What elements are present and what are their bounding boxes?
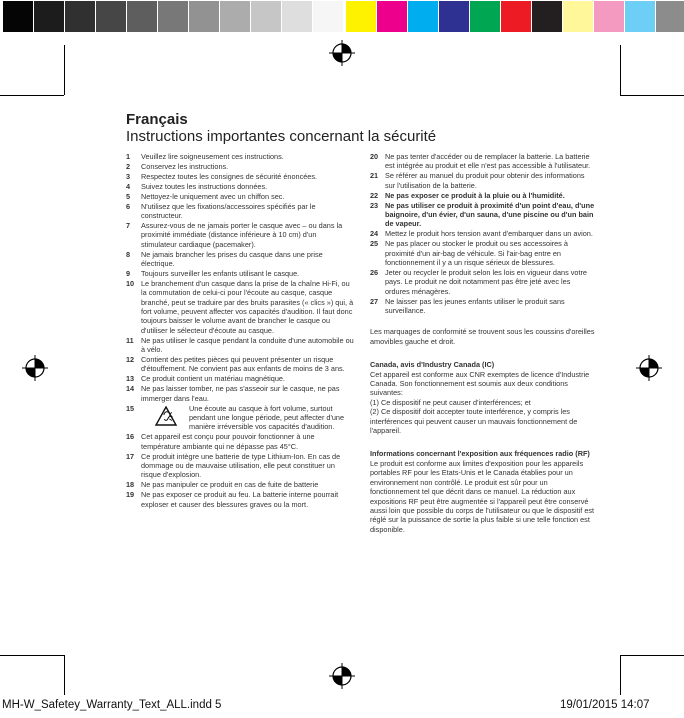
list-item bbox=[370, 191, 596, 200]
color-swatch bbox=[251, 1, 282, 32]
item-number: 12 bbox=[126, 355, 135, 365]
item-text: Assurez-vous de ne jamais porter le casque avec – ou dans la proximité immédiate (distance inférieure à 10 cm) d'un stimulateur cardiaque (pacemaker). bbox=[141, 220, 343, 249]
color-swatch bbox=[158, 1, 189, 32]
item-text: Mettez le produit hors tension avant d'embarquer dans un avion. bbox=[385, 229, 593, 239]
item-text: Se référer au manuel du produit pour obtenir des informations sur l'utilisation de la batterie. bbox=[385, 171, 585, 190]
item-number: 22 bbox=[370, 190, 379, 200]
color-swatch bbox=[127, 1, 158, 32]
list-item bbox=[126, 182, 354, 191]
crop-mark bbox=[620, 655, 621, 695]
item-number: 20 bbox=[370, 152, 379, 161]
item-text: Le branchement d'un casque dans la prise de la chaîne Hi-Fi, ou la commutation de celui-ci pour l'écoute au casque, casque branché, peut se traduire par des bruits parasites (« clics ») qui, à fort volume, peuvent affecter vos capacités d'audition. Il faut donc toujours baisser le volume avant de brancher le casque ou d'utiliser le sélecteur d'écoute au casque. bbox=[141, 278, 354, 335]
item-text: Ne jamais brancher les prises du casque dans une prise électrique. bbox=[141, 249, 323, 268]
registration-mark-icon bbox=[22, 355, 48, 381]
list-item bbox=[126, 192, 354, 201]
item-number: 2 bbox=[126, 161, 131, 171]
list-item bbox=[370, 171, 596, 190]
list-item bbox=[126, 279, 354, 335]
safety-list bbox=[126, 432, 354, 509]
list-item bbox=[126, 336, 354, 355]
item-text: Ne laisser pas les jeunes enfants utiliser le produit sans surveillance. bbox=[385, 296, 565, 315]
color-swatch bbox=[377, 1, 408, 32]
list-item bbox=[126, 490, 354, 509]
item-text: Ne pas exposer ce produit à la pluie ou à l'humidité. bbox=[385, 190, 565, 200]
color-swatch bbox=[594, 1, 625, 32]
color-swatch bbox=[282, 1, 313, 32]
item-number: 26 bbox=[370, 267, 379, 277]
color-swatch bbox=[408, 1, 439, 32]
canada-paragraph: (2) Ce dispositif doit accepter toute interférence, y compris les interférences qui peuvent causer un mauvais fonctionnement de l'appareil. bbox=[370, 407, 578, 436]
item-number: 21 bbox=[370, 171, 379, 181]
crop-mark bbox=[0, 95, 64, 96]
item-number: 15 bbox=[126, 403, 135, 413]
item-text: Ce produit contient un matériau magnétique. bbox=[141, 374, 285, 384]
item-number: 3 bbox=[126, 171, 131, 181]
item-number: 16 bbox=[126, 432, 135, 442]
item-number: 14 bbox=[126, 384, 135, 394]
color-swatch bbox=[625, 1, 656, 32]
crop-mark bbox=[64, 655, 65, 695]
grayscale-color-bar bbox=[3, 1, 344, 32]
list-item bbox=[126, 172, 354, 181]
item-number: 23 bbox=[370, 200, 379, 210]
slug-date: 19/01/2015 14:07 bbox=[560, 699, 650, 711]
process-color-bar bbox=[346, 1, 684, 32]
color-swatch bbox=[313, 1, 344, 32]
item-text: Veuillez lire soigneusement ces instructions. bbox=[141, 152, 284, 161]
item-number: 4 bbox=[126, 181, 131, 191]
item-text: N'utilisez que les fixations/accessoires spécifiés par le constructeur. bbox=[141, 201, 316, 220]
item-number: 24 bbox=[370, 229, 379, 239]
item-text: Cet appareil est conçu pour pouvoir fonctionner à une température ambiante qui ne dépasse pas 45°C. bbox=[141, 432, 315, 451]
list-item bbox=[370, 201, 596, 229]
canada-paragraph: Cet appareil est conforme aux CNR exemptes de licence d'Industrie Canada. Son fonctionnement est soumis aux deux conditions suivantes: bbox=[370, 369, 590, 398]
hearing-warning-icon bbox=[155, 406, 177, 426]
color-swatch bbox=[439, 1, 470, 32]
color-swatch bbox=[34, 1, 65, 32]
color-swatch bbox=[656, 1, 684, 32]
item-text: Contient des petites pièces qui peuvent présenter un risque d'étouffement. Ne convient pas aux enfants de moins de 3 ans. bbox=[141, 355, 345, 374]
item-number: 8 bbox=[126, 249, 131, 259]
canada-paragraph: (1) Ce dispositif ne peut causer d'interférences; et bbox=[370, 397, 531, 407]
color-swatch bbox=[189, 1, 220, 32]
right-column bbox=[370, 152, 596, 534]
list-item bbox=[126, 221, 354, 249]
item-number: 6 bbox=[126, 201, 131, 211]
color-swatch bbox=[563, 1, 594, 32]
crop-mark bbox=[64, 45, 65, 95]
item-number: 11 bbox=[126, 335, 134, 345]
list-item bbox=[126, 374, 354, 383]
list-item bbox=[126, 452, 354, 480]
item-number: 7 bbox=[126, 220, 131, 230]
language-heading: Français bbox=[126, 111, 188, 128]
list-item bbox=[126, 432, 354, 451]
color-swatch bbox=[220, 1, 251, 32]
color-swatch bbox=[96, 1, 127, 32]
item-text: Ne pas laisser tomber, ne pas s'asseoir sur le casque, ne pas immerger dans l'eau. bbox=[141, 384, 340, 403]
item-text: Respectez toutes les consignes de sécurité énoncées. bbox=[141, 171, 318, 181]
registration-mark-icon bbox=[636, 355, 662, 381]
list-item bbox=[126, 480, 354, 489]
item-text: Jeter ou recycler le produit selon les lois en vigueur dans votre pays. Le produit ne doit notamment pas être jeté avec les ordures ménagères. bbox=[385, 267, 587, 296]
item-text: Ce produit intègre une batterie de type Lithium-Ion. En cas de dommage ou de mauvaise utilisation, elle peut constituer un risque d'explosion. bbox=[141, 451, 341, 480]
crop-mark bbox=[0, 655, 64, 656]
color-swatch bbox=[346, 1, 377, 32]
item-number: 18 bbox=[126, 480, 135, 490]
canada-heading: Canada, avis d'Industry Canada (IC) bbox=[370, 360, 495, 370]
color-swatch bbox=[65, 1, 96, 32]
item-text: Ne pas utiliser ce produit à proximité d'un point d'eau, d'une baignoire, d'un évier, d'un sauna, d'une piscine ou d'un bain de vapeur. bbox=[385, 200, 595, 229]
item-number: 10 bbox=[126, 278, 135, 288]
item-number: 5 bbox=[126, 191, 131, 201]
item-number: 9 bbox=[126, 268, 131, 278]
conformity-note: Les marquages de conformité se trouvent sous les coussins d'oreilles amovibles gauche et droit. bbox=[370, 327, 595, 346]
list-item bbox=[126, 250, 354, 269]
color-swatch bbox=[3, 1, 34, 32]
page-title: Instructions importantes concernant la sécurité bbox=[126, 128, 437, 145]
item-number: 27 bbox=[370, 296, 379, 306]
item-text: Suivez toutes les instructions données. bbox=[141, 181, 268, 191]
crop-mark bbox=[620, 655, 684, 656]
list-item bbox=[126, 202, 354, 221]
item-text: Ne pas placer ou stocker le produit ou ses accessoires à proximité d'un air-bag de véhicule. Si l'air-bag entre en fonctionnement il y a un risque sérieux de blessures. bbox=[385, 239, 568, 267]
list-item bbox=[370, 239, 596, 267]
item-text: Nettoyez-le uniquement avec un chiffon sec. bbox=[141, 191, 285, 201]
item-number: 1 bbox=[126, 152, 131, 161]
color-swatch bbox=[501, 1, 532, 32]
item-text: Une écoute au casque à fort volume, surtout pendant une longue période, peut affecter d'une manière irréversible vos capacités d'audition. bbox=[189, 403, 345, 432]
list-item bbox=[126, 269, 354, 278]
crop-mark bbox=[620, 45, 621, 95]
left-column bbox=[126, 152, 354, 510]
item-text: Toujours surveiller les enfants utilisant le casque. bbox=[141, 268, 300, 278]
item-number: 13 bbox=[126, 374, 135, 384]
color-swatch bbox=[470, 1, 501, 32]
item-number: 19 bbox=[126, 490, 135, 500]
rf-paragraph: Le produit est conforme aux limites d'exposition pour les appareils portables RF pour les Etats-Unis et le Canada établies pour un environnement non contrôlé. Le produit est sûr pour un fonctionnement tel que décrit dans ce manuel. La réduction aux expositions RF peut être augmentée si l'appareil peut être conservé aussi loin que possible du corps de l'utilisateur ou que le dispositif est réglé sur la puissance de sortie la plus faible si une telle fonction est disponible. bbox=[370, 458, 595, 534]
list-item bbox=[370, 268, 596, 296]
list-item-15 bbox=[126, 404, 354, 432]
item-number: 25 bbox=[370, 239, 379, 249]
registration-mark-icon bbox=[329, 663, 355, 689]
item-text: Ne pas tenter d'accéder ou de remplacer la batterie. La batterie est intégrée au produit et elle n'est pas accessible à l'utilisateur. bbox=[385, 152, 591, 171]
safety-list bbox=[126, 152, 354, 403]
page-header bbox=[126, 112, 436, 145]
color-swatch bbox=[532, 1, 563, 32]
item-text: Conservez les instructions. bbox=[141, 161, 229, 171]
list-item bbox=[370, 152, 596, 171]
item-text: Ne pas utiliser le casque pendant la conduite d'une automobile ou à vélo. bbox=[141, 335, 354, 355]
list-item bbox=[126, 162, 354, 171]
list-item bbox=[126, 355, 354, 374]
list-item bbox=[370, 297, 596, 316]
item-number: 17 bbox=[126, 451, 135, 461]
item-text: Ne pas manipuler ce produit en cas de fuite de batterie bbox=[141, 480, 319, 490]
list-item bbox=[126, 152, 354, 161]
registration-mark-icon bbox=[329, 40, 355, 66]
safety-list bbox=[370, 152, 596, 315]
slug-filename: MH-W_Safetey_Warranty_Text_ALL.indd 5 bbox=[2, 699, 222, 711]
list-item bbox=[370, 229, 596, 238]
list-item bbox=[126, 384, 354, 403]
crop-mark bbox=[620, 95, 684, 96]
rf-heading: Informations concernant l'exposition aux fréquences radio (RF) bbox=[370, 449, 590, 459]
item-text: Ne pas exposer ce produit au feu. La batterie interne pourrait exploser et causer des blessures graves ou la mort. bbox=[141, 490, 339, 509]
